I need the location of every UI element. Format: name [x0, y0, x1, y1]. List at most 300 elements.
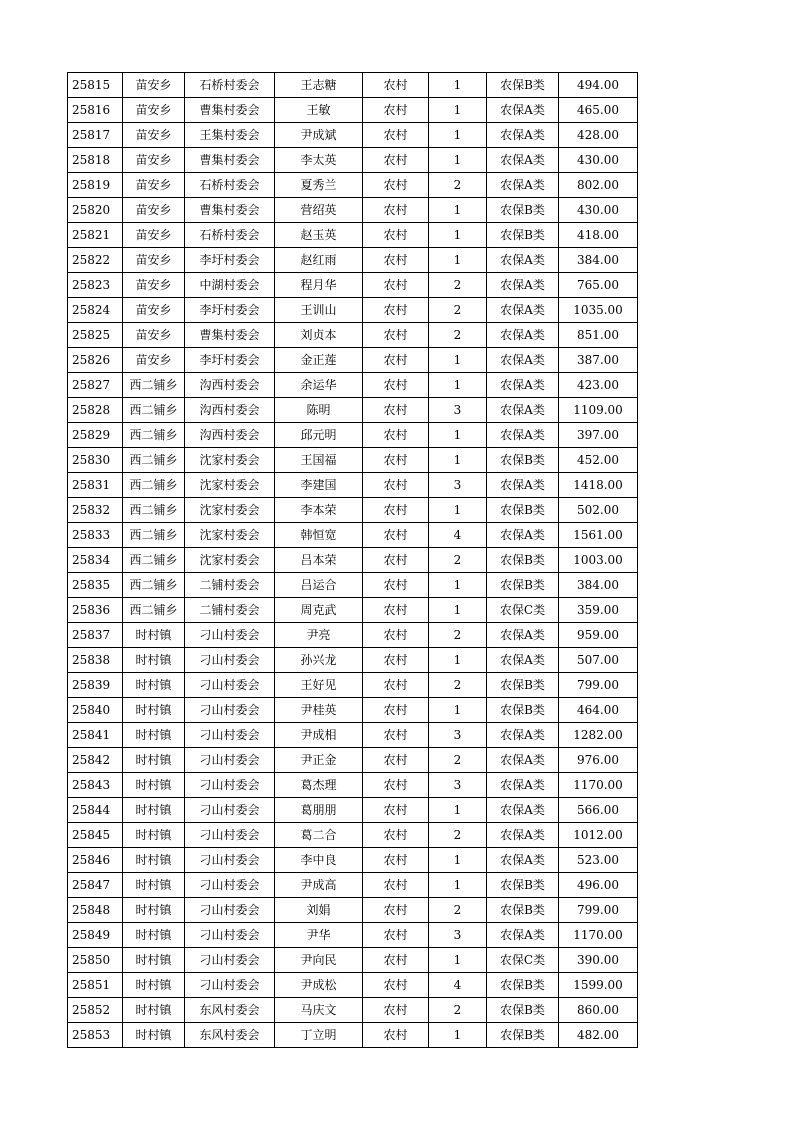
person-name-cell: 营绍英 [275, 198, 363, 223]
township-cell: 苗安乡 [123, 98, 185, 123]
person-name-cell: 周克武 [275, 598, 363, 623]
township-cell: 时村镇 [123, 923, 185, 948]
area-type-cell: 农村 [363, 998, 429, 1023]
village-committee-cell: 李圩村委会 [185, 298, 275, 323]
person-name-cell: 尹成高 [275, 873, 363, 898]
record-id-cell: 25835 [68, 573, 123, 598]
household-count-cell: 1 [429, 348, 487, 373]
household-count-cell: 1 [429, 198, 487, 223]
amount-cell: 430.00 [559, 148, 638, 173]
record-id-cell: 25832 [68, 498, 123, 523]
insurance-category-cell: 农保A类 [487, 348, 559, 373]
amount-cell: 1561.00 [559, 523, 638, 548]
table-row [68, 448, 638, 473]
amount-cell: 860.00 [559, 998, 638, 1023]
person-name-cell: 金正莲 [275, 348, 363, 373]
record-id-cell: 25817 [68, 123, 123, 148]
amount-cell: 1035.00 [559, 298, 638, 323]
area-type-cell: 农村 [363, 348, 429, 373]
insurance-category-cell: 农保B类 [487, 223, 559, 248]
insurance-category-cell: 农保A类 [487, 373, 559, 398]
household-count-cell: 1 [429, 873, 487, 898]
insurance-category-cell: 农保A类 [487, 123, 559, 148]
area-type-cell: 农村 [363, 673, 429, 698]
table-row [68, 423, 638, 448]
record-id-cell: 25841 [68, 723, 123, 748]
table-row [68, 298, 638, 323]
person-name-cell: 刘娟 [275, 898, 363, 923]
insurance-category-cell: 农保B类 [487, 998, 559, 1023]
household-count-cell: 1 [429, 848, 487, 873]
area-type-cell: 农村 [363, 798, 429, 823]
household-count-cell: 2 [429, 273, 487, 298]
amount-cell: 1109.00 [559, 398, 638, 423]
township-cell: 苗安乡 [123, 73, 185, 98]
person-name-cell: 葛朋朋 [275, 798, 363, 823]
table-body [68, 73, 638, 1048]
amount-cell: 1418.00 [559, 473, 638, 498]
table-row [68, 873, 638, 898]
village-committee-cell: 沈家村委会 [185, 448, 275, 473]
township-cell: 苗安乡 [123, 323, 185, 348]
person-name-cell: 夏秀兰 [275, 173, 363, 198]
amount-cell: 566.00 [559, 798, 638, 823]
table-row [68, 248, 638, 273]
area-type-cell: 农村 [363, 323, 429, 348]
person-name-cell: 尹华 [275, 923, 363, 948]
township-cell: 时村镇 [123, 873, 185, 898]
record-id-cell: 25843 [68, 773, 123, 798]
record-id-cell: 25840 [68, 698, 123, 723]
table-row [68, 173, 638, 198]
village-committee-cell: 刁山村委会 [185, 748, 275, 773]
area-type-cell: 农村 [363, 373, 429, 398]
table-row [68, 148, 638, 173]
area-type-cell: 农村 [363, 873, 429, 898]
amount-cell: 1170.00 [559, 773, 638, 798]
area-type-cell: 农村 [363, 823, 429, 848]
village-committee-cell: 李圩村委会 [185, 348, 275, 373]
amount-cell: 976.00 [559, 748, 638, 773]
person-name-cell: 马庆文 [275, 998, 363, 1023]
household-count-cell: 1 [429, 223, 487, 248]
person-name-cell: 尹亮 [275, 623, 363, 648]
township-cell: 西二铺乡 [123, 498, 185, 523]
village-committee-cell: 曹集村委会 [185, 148, 275, 173]
township-cell: 时村镇 [123, 748, 185, 773]
area-type-cell: 农村 [363, 473, 429, 498]
record-id-cell: 25831 [68, 473, 123, 498]
household-count-cell: 1 [429, 98, 487, 123]
insurance-category-cell: 农保A类 [487, 98, 559, 123]
table-row [68, 923, 638, 948]
township-cell: 苗安乡 [123, 248, 185, 273]
township-cell: 时村镇 [123, 698, 185, 723]
township-cell: 时村镇 [123, 723, 185, 748]
township-cell: 西二铺乡 [123, 398, 185, 423]
township-cell: 苗安乡 [123, 223, 185, 248]
table-row [68, 123, 638, 148]
amount-cell: 1012.00 [559, 823, 638, 848]
village-committee-cell: 刁山村委会 [185, 798, 275, 823]
person-name-cell: 陈明 [275, 398, 363, 423]
household-count-cell: 1 [429, 648, 487, 673]
amount-cell: 418.00 [559, 223, 638, 248]
township-cell: 苗安乡 [123, 298, 185, 323]
table-row [68, 973, 638, 998]
village-committee-cell: 中湖村委会 [185, 273, 275, 298]
amount-cell: 507.00 [559, 648, 638, 673]
village-committee-cell: 李圩村委会 [185, 248, 275, 273]
village-committee-cell: 东风村委会 [185, 1023, 275, 1048]
person-name-cell: 尹桂英 [275, 698, 363, 723]
record-id-cell: 25842 [68, 748, 123, 773]
person-name-cell: 丁立明 [275, 1023, 363, 1048]
area-type-cell: 农村 [363, 848, 429, 873]
record-id-cell: 25852 [68, 998, 123, 1023]
insurance-category-cell: 农保B类 [487, 448, 559, 473]
township-cell: 西二铺乡 [123, 523, 185, 548]
record-id-cell: 25838 [68, 648, 123, 673]
village-committee-cell: 刁山村委会 [185, 773, 275, 798]
table-row [68, 998, 638, 1023]
village-committee-cell: 刁山村委会 [185, 898, 275, 923]
insurance-category-cell: 农保A类 [487, 848, 559, 873]
person-name-cell: 余运华 [275, 373, 363, 398]
village-committee-cell: 王集村委会 [185, 123, 275, 148]
area-type-cell: 农村 [363, 723, 429, 748]
record-id-cell: 25823 [68, 273, 123, 298]
village-committee-cell: 刁山村委会 [185, 723, 275, 748]
record-id-cell: 25837 [68, 623, 123, 648]
household-count-cell: 2 [429, 298, 487, 323]
village-committee-cell: 刁山村委会 [185, 973, 275, 998]
person-name-cell: 尹向民 [275, 948, 363, 973]
record-id-cell: 25836 [68, 598, 123, 623]
person-name-cell: 韩恒宽 [275, 523, 363, 548]
person-name-cell: 程月华 [275, 273, 363, 298]
household-count-cell: 2 [429, 898, 487, 923]
village-committee-cell: 沟西村委会 [185, 423, 275, 448]
township-cell: 西二铺乡 [123, 373, 185, 398]
township-cell: 时村镇 [123, 898, 185, 923]
record-id-cell: 25816 [68, 98, 123, 123]
amount-cell: 494.00 [559, 73, 638, 98]
record-id-cell: 25815 [68, 73, 123, 98]
township-cell: 西二铺乡 [123, 448, 185, 473]
insurance-category-cell: 农保A类 [487, 923, 559, 948]
household-count-cell: 1 [429, 423, 487, 448]
village-committee-cell: 刁山村委会 [185, 948, 275, 973]
amount-cell: 390.00 [559, 948, 638, 973]
insurance-category-cell: 农保B类 [487, 898, 559, 923]
township-cell: 苗安乡 [123, 173, 185, 198]
township-cell: 西二铺乡 [123, 598, 185, 623]
person-name-cell: 邱元明 [275, 423, 363, 448]
area-type-cell: 农村 [363, 448, 429, 473]
area-type-cell: 农村 [363, 1023, 429, 1048]
insurance-category-cell: 农保B类 [487, 198, 559, 223]
person-name-cell: 葛二合 [275, 823, 363, 848]
amount-cell: 1003.00 [559, 548, 638, 573]
table-row [68, 1023, 638, 1048]
table-row [68, 598, 638, 623]
village-committee-cell: 刁山村委会 [185, 823, 275, 848]
household-count-cell: 2 [429, 623, 487, 648]
table-row [68, 348, 638, 373]
township-cell: 西二铺乡 [123, 548, 185, 573]
table-row [68, 823, 638, 848]
village-committee-cell: 石桥村委会 [185, 223, 275, 248]
township-cell: 西二铺乡 [123, 573, 185, 598]
village-committee-cell: 石桥村委会 [185, 73, 275, 98]
village-committee-cell: 刁山村委会 [185, 623, 275, 648]
record-id-cell: 25829 [68, 423, 123, 448]
area-type-cell: 农村 [363, 748, 429, 773]
insurance-category-cell: 农保B类 [487, 73, 559, 98]
table-row [68, 198, 638, 223]
record-id-cell: 25844 [68, 798, 123, 823]
village-committee-cell: 沈家村委会 [185, 498, 275, 523]
insurance-category-cell: 农保B类 [487, 573, 559, 598]
area-type-cell: 农村 [363, 498, 429, 523]
township-cell: 时村镇 [123, 848, 185, 873]
household-count-cell: 1 [429, 573, 487, 598]
table-row [68, 398, 638, 423]
insurance-category-cell: 农保A类 [487, 798, 559, 823]
household-count-cell: 2 [429, 323, 487, 348]
insurance-category-cell: 农保B类 [487, 698, 559, 723]
village-committee-cell: 石桥村委会 [185, 173, 275, 198]
record-id-cell: 25820 [68, 198, 123, 223]
area-type-cell: 农村 [363, 598, 429, 623]
village-committee-cell: 沈家村委会 [185, 548, 275, 573]
record-id-cell: 25821 [68, 223, 123, 248]
record-id-cell: 25827 [68, 373, 123, 398]
household-count-cell: 2 [429, 548, 487, 573]
township-cell: 苗安乡 [123, 123, 185, 148]
amount-cell: 523.00 [559, 848, 638, 873]
record-id-cell: 25825 [68, 323, 123, 348]
insurance-category-cell: 农保A类 [487, 773, 559, 798]
insurance-category-cell: 农保C类 [487, 598, 559, 623]
amount-cell: 397.00 [559, 423, 638, 448]
person-name-cell: 尹成斌 [275, 123, 363, 148]
insurance-category-cell: 农保B类 [487, 973, 559, 998]
insurance-category-cell: 农保A类 [487, 323, 559, 348]
insurance-category-cell: 农保A类 [487, 723, 559, 748]
person-name-cell: 尹成松 [275, 973, 363, 998]
township-cell: 时村镇 [123, 648, 185, 673]
household-count-cell: 3 [429, 923, 487, 948]
record-id-cell: 25828 [68, 398, 123, 423]
amount-cell: 387.00 [559, 348, 638, 373]
household-count-cell: 1 [429, 73, 487, 98]
table-row [68, 673, 638, 698]
area-type-cell: 农村 [363, 273, 429, 298]
household-count-cell: 2 [429, 748, 487, 773]
person-name-cell: 吕运合 [275, 573, 363, 598]
area-type-cell: 农村 [363, 398, 429, 423]
area-type-cell: 农村 [363, 73, 429, 98]
household-count-cell: 2 [429, 823, 487, 848]
insurance-category-cell: 农保A类 [487, 748, 559, 773]
record-id-cell: 25853 [68, 1023, 123, 1048]
amount-cell: 502.00 [559, 498, 638, 523]
table-row [68, 498, 638, 523]
insurance-category-cell: 农保A类 [487, 823, 559, 848]
township-cell: 西二铺乡 [123, 473, 185, 498]
record-id-cell: 25839 [68, 673, 123, 698]
person-name-cell: 刘贞本 [275, 323, 363, 348]
insurance-category-cell: 农保A类 [487, 148, 559, 173]
area-type-cell: 农村 [363, 548, 429, 573]
area-type-cell: 农村 [363, 648, 429, 673]
record-id-cell: 25845 [68, 823, 123, 848]
table-row [68, 73, 638, 98]
area-type-cell: 农村 [363, 948, 429, 973]
household-count-cell: 1 [429, 1023, 487, 1048]
household-count-cell: 1 [429, 123, 487, 148]
village-committee-cell: 刁山村委会 [185, 648, 275, 673]
township-cell: 苗安乡 [123, 273, 185, 298]
village-committee-cell: 刁山村委会 [185, 673, 275, 698]
village-committee-cell: 刁山村委会 [185, 873, 275, 898]
table-row [68, 273, 638, 298]
household-count-cell: 1 [429, 148, 487, 173]
record-id-cell: 25846 [68, 848, 123, 873]
table-row [68, 648, 638, 673]
amount-cell: 959.00 [559, 623, 638, 648]
township-cell: 苗安乡 [123, 348, 185, 373]
person-name-cell: 葛杰理 [275, 773, 363, 798]
household-count-cell: 4 [429, 523, 487, 548]
person-name-cell: 尹成相 [275, 723, 363, 748]
table-row [68, 898, 638, 923]
amount-cell: 428.00 [559, 123, 638, 148]
amount-cell: 452.00 [559, 448, 638, 473]
household-count-cell: 3 [429, 723, 487, 748]
village-committee-cell: 沟西村委会 [185, 373, 275, 398]
record-id-cell: 25819 [68, 173, 123, 198]
township-cell: 苗安乡 [123, 198, 185, 223]
village-committee-cell: 二铺村委会 [185, 598, 275, 623]
person-name-cell: 赵红雨 [275, 248, 363, 273]
record-id-cell: 25830 [68, 448, 123, 473]
table-row [68, 323, 638, 348]
table-row [68, 748, 638, 773]
amount-cell: 765.00 [559, 273, 638, 298]
village-committee-cell: 刁山村委会 [185, 698, 275, 723]
record-id-cell: 25850 [68, 948, 123, 973]
village-committee-cell: 刁山村委会 [185, 923, 275, 948]
record-id-cell: 25848 [68, 898, 123, 923]
village-committee-cell: 刁山村委会 [185, 848, 275, 873]
data-table [67, 72, 638, 1048]
area-type-cell: 农村 [363, 898, 429, 923]
township-cell: 时村镇 [123, 823, 185, 848]
amount-cell: 799.00 [559, 898, 638, 923]
table-row [68, 723, 638, 748]
table-row [68, 373, 638, 398]
household-count-cell: 1 [429, 598, 487, 623]
amount-cell: 423.00 [559, 373, 638, 398]
household-count-cell: 3 [429, 473, 487, 498]
township-cell: 时村镇 [123, 948, 185, 973]
area-type-cell: 农村 [363, 148, 429, 173]
person-name-cell: 李太英 [275, 148, 363, 173]
insurance-category-cell: 农保B类 [487, 673, 559, 698]
area-type-cell: 农村 [363, 923, 429, 948]
township-cell: 时村镇 [123, 973, 185, 998]
township-cell: 时村镇 [123, 773, 185, 798]
household-count-cell: 1 [429, 448, 487, 473]
table-row [68, 473, 638, 498]
record-id-cell: 25818 [68, 148, 123, 173]
insurance-category-cell: 农保B类 [487, 1023, 559, 1048]
household-count-cell: 1 [429, 798, 487, 823]
person-name-cell: 李建国 [275, 473, 363, 498]
household-count-cell: 3 [429, 773, 487, 798]
table-row [68, 698, 638, 723]
table-row [68, 98, 638, 123]
village-committee-cell: 曹集村委会 [185, 323, 275, 348]
township-cell: 时村镇 [123, 998, 185, 1023]
insurance-category-cell: 农保A类 [487, 623, 559, 648]
table-row [68, 523, 638, 548]
village-committee-cell: 沈家村委会 [185, 523, 275, 548]
amount-cell: 384.00 [559, 573, 638, 598]
table-row [68, 798, 638, 823]
insurance-category-cell: 农保A类 [487, 398, 559, 423]
person-name-cell: 孙兴龙 [275, 648, 363, 673]
insurance-category-cell: 农保B类 [487, 498, 559, 523]
table-row [68, 548, 638, 573]
area-type-cell: 农村 [363, 698, 429, 723]
insurance-category-cell: 农保A类 [487, 423, 559, 448]
household-count-cell: 4 [429, 973, 487, 998]
record-id-cell: 25822 [68, 248, 123, 273]
insurance-category-cell: 农保B类 [487, 548, 559, 573]
area-type-cell: 农村 [363, 973, 429, 998]
township-cell: 时村镇 [123, 623, 185, 648]
insurance-category-cell: 农保C类 [487, 948, 559, 973]
village-committee-cell: 曹集村委会 [185, 98, 275, 123]
table-row [68, 573, 638, 598]
household-count-cell: 3 [429, 398, 487, 423]
amount-cell: 496.00 [559, 873, 638, 898]
record-id-cell: 25826 [68, 348, 123, 373]
record-id-cell: 25851 [68, 973, 123, 998]
village-committee-cell: 曹集村委会 [185, 198, 275, 223]
household-count-cell: 2 [429, 998, 487, 1023]
household-count-cell: 2 [429, 173, 487, 198]
township-cell: 苗安乡 [123, 148, 185, 173]
insurance-category-cell: 农保A类 [487, 523, 559, 548]
table-row [68, 948, 638, 973]
area-type-cell: 农村 [363, 123, 429, 148]
amount-cell: 430.00 [559, 198, 638, 223]
township-cell: 西二铺乡 [123, 423, 185, 448]
village-committee-cell: 沈家村委会 [185, 473, 275, 498]
amount-cell: 799.00 [559, 673, 638, 698]
person-name-cell: 李本荣 [275, 498, 363, 523]
area-type-cell: 农村 [363, 98, 429, 123]
area-type-cell: 农村 [363, 223, 429, 248]
insurance-category-cell: 农保A类 [487, 273, 559, 298]
village-committee-cell: 东风村委会 [185, 998, 275, 1023]
household-count-cell: 1 [429, 698, 487, 723]
